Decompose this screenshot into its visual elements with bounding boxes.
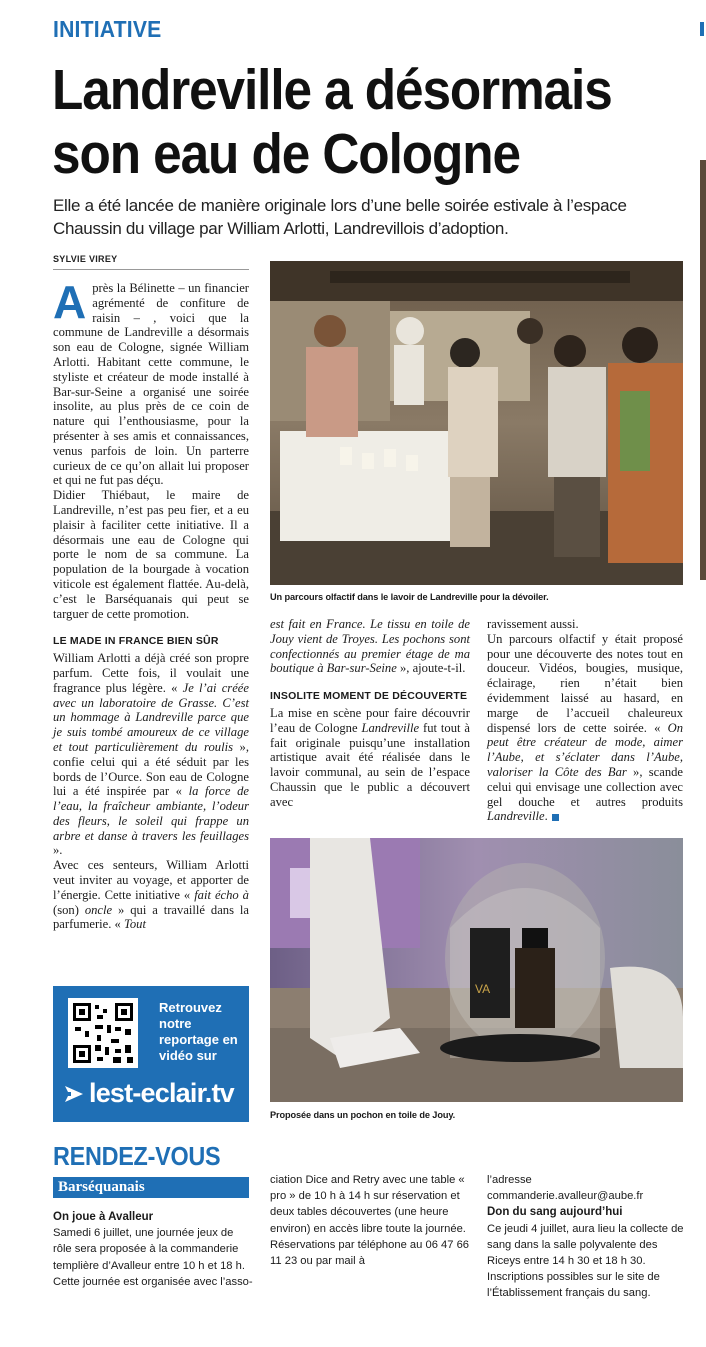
event-avalleur-text: Samedi 6 juillet, une journée jeux de rôle sera proposée à la commanderie templière d’Avalleur entre 10 h et 18 h. Cette journée est organisée avec l’asso- <box>53 1227 253 1288</box>
quote-run: Landreville <box>361 720 420 735</box>
paragraph-parcours <box>487 632 683 824</box>
subhead-insolite: INSOLITE MOMENT DE DÉCOUVERTE <box>270 690 468 703</box>
text-run: », confie celui qui a été séduit par les bords de l’Ource. Son eau de Cologne lui a été inspirée par « <box>53 739 249 799</box>
qr-code-graphic <box>71 1001 135 1065</box>
qr-code-icon[interactable] <box>68 998 138 1068</box>
paragraph-intro <box>53 276 249 488</box>
rendez-vous-column-1 <box>53 1209 253 1290</box>
article-column-3 <box>487 617 683 824</box>
paragraph-mayor: Didier Thiébaut, le maire de Landreville, n’est pas peu fier, et a eu plaisir à faciliter cette initiative. Il a désormais une eau de Cologne qui porte le nom de sa commune. La population de la bourgade à vocation viticole est également flattée. Au-delà, c’est le Barséquanais qui peut se targuer de cette promotion. <box>53 488 249 621</box>
photo-lavoir-image <box>270 261 683 585</box>
byline-rule <box>53 269 249 270</box>
text-run: Un parcours olfactif y était proposé pour une découverte des notes tout en douceur. Vidéos, bougies, musique, éclairage, rien n’était bien évidemment laissé au hasard, en marge de l’accueil chaleureux dispensé lors de cette soirée. « <box>487 631 683 735</box>
text-run: Avec ces senteurs, William Arlotti veut inviter au voyage, et apporter de l’énergie. Cette initiative « <box>53 858 249 902</box>
text-run: », scande celui qui envisage une collection avec gel douche et autres produits <box>487 764 683 809</box>
rendez-vous-section-label: Barséquanais <box>58 1179 145 1195</box>
paragraph-intro-text: près la Bélinette – un financier agrémenté de confiture de raisin – , voici que la commune de Landreville a désormais son eau de Cologne, signée William Arlotti. Habitant cette commune, le styliste et créateur de mode installé à Bar-sur-Seine a organisé une soirée insolite, au plus près de ce coin de nature qui l’enthousiasme, pour la présenter à ses amis et connaissances, venus parfois de loin. Un parterre curieux de ce qu’on allait lui proposer et qui ne fut pas déçu. <box>53 281 249 488</box>
photo-pochon-image <box>270 838 683 1102</box>
paragraph-fragrance <box>53 651 249 858</box>
paragraph-voyage <box>53 858 249 932</box>
video-promo-box[interactable] <box>53 986 249 1122</box>
quote-run: fait écho à <box>194 887 249 902</box>
section-rubric: INITIATIVE <box>53 16 162 42</box>
rendez-vous-title: RENDEZ-VOUS <box>53 1141 221 1171</box>
quote-run: On peut être créateur de mode, aimer l’Aube, et s’éclater dans l’Aube, valoriser la Côte des Bar <box>487 720 683 779</box>
text-run: La mise en scène pour faire découvrir l’eau de Cologne <box>270 705 470 735</box>
rendez-vous-column-3 <box>487 1172 687 1302</box>
paragraph-made-in-france <box>270 617 470 676</box>
end-of-article-mark <box>552 814 559 821</box>
quote-run: oncle <box>84 902 113 917</box>
standfirst: Elle a été lancée de manière originale lors d’une belle soirée estivale à l’espace Chaussin du village par William Arlotti, Landrevillois d’adoption. <box>53 196 627 238</box>
text-run: » qui a travaillé dans la parfumerie. « <box>53 902 249 932</box>
quote-run: la force de l’eau, la fraîcheur ambiante, l’odeur des fleurs, le soleil qui frappe un arbre et danse à travers les feuillages <box>53 784 249 843</box>
text-run: ». <box>53 843 63 858</box>
lest-eclair-logo[interactable] <box>63 1078 234 1109</box>
quote-run: Je l’ai créée avec un laboratoire de Grasse. C’est un hommage à Landreville parce que je suis tombé amoureux de ce village et tout particulièrement du roulis <box>53 680 249 754</box>
photo-caption-lavoir: Un parcours olfactif dans le lavoir de Landreville pour la dévoiler. <box>270 592 549 602</box>
headline-line-2: son eau de Cologne <box>52 122 520 186</box>
photo-pochon <box>270 838 683 1102</box>
subhead-made-in-france: LE MADE IN FRANCE BIEN SÛR <box>53 635 219 648</box>
quote-run: est fait en France. Le tissu en toile de Jouy vient de Troyes. Les pochons sont confectionnés au premier étage de ma boutique à Bar-sur-Seine <box>270 617 470 676</box>
photo-lavoir <box>270 261 683 585</box>
rendez-vous-section-bar <box>53 1177 249 1198</box>
text-run: », ajoute-t-il. <box>399 661 466 676</box>
article-column-2 <box>270 617 470 810</box>
quote-run: Tout <box>124 917 146 932</box>
headline <box>52 58 628 186</box>
edge-mark <box>700 22 704 36</box>
photo-caption-pochon: Proposée dans un pochon en toile de Jouy. <box>270 1110 456 1120</box>
event-don-du-sang-title: Don du sang aujourd’hui <box>487 1206 623 1219</box>
lest-eclair-logo-text: lest-eclair.tv <box>89 1078 234 1108</box>
bottle-label: VA <box>475 982 491 996</box>
event-avalleur-text-cont: ciation Dice and Retry avec une table « pro » de 10 h à 14 h sur réservation et deux tables découvertes (une heure environ) en accès libre toute la journée. <box>270 1174 466 1235</box>
event-don-du-sang-text: Ce jeudi 4 juillet, aura lieu la collecte de sang dans la salle polyvalente des Riceys entre 14 h 30 et 18 h 30. Inscriptions possibles sur le site de l’Établissement français du sang. <box>487 1222 684 1300</box>
article-column-1 <box>53 276 249 932</box>
quote-run: Landreville <box>487 809 545 824</box>
text-run: (son) <box>53 902 79 917</box>
text-run: . <box>544 809 548 824</box>
adjacent-page-edge <box>700 160 706 580</box>
paragraph-mise-en-scene <box>270 706 470 810</box>
rendez-vous-column-2 <box>270 1172 470 1269</box>
promo-text: Retrouvez notre reportage en vidéo sur <box>159 1000 238 1063</box>
event-avalleur-email: l’adresse commanderie.avalleur@aube.fr <box>487 1174 644 1203</box>
dropcap: A <box>53 276 87 328</box>
paragraph-ravissement: ravissement aussi. <box>487 617 579 631</box>
byline: SYLVIE VIREY <box>53 254 118 264</box>
headline-line-1: Landreville a désormais <box>52 58 612 122</box>
text-run: William Arlotti a déjà créé son propre parfum. Cette fois, il voulait une fragrance plus légère. « <box>53 651 249 695</box>
event-avalleur-reservation: Réservations par téléphone au 06 47 66 11 23 ou par mail à <box>270 1238 470 1268</box>
event-avalleur-title: On joue à Avalleur <box>53 1211 154 1223</box>
play-arrow-icon <box>63 1083 85 1105</box>
text-run: fut tout à fait originale puisqu’une installation artistique avait été réalisée dans le lavoir communal, au sein de l’espace Chaussin que le public a découvert avec <box>270 720 471 809</box>
